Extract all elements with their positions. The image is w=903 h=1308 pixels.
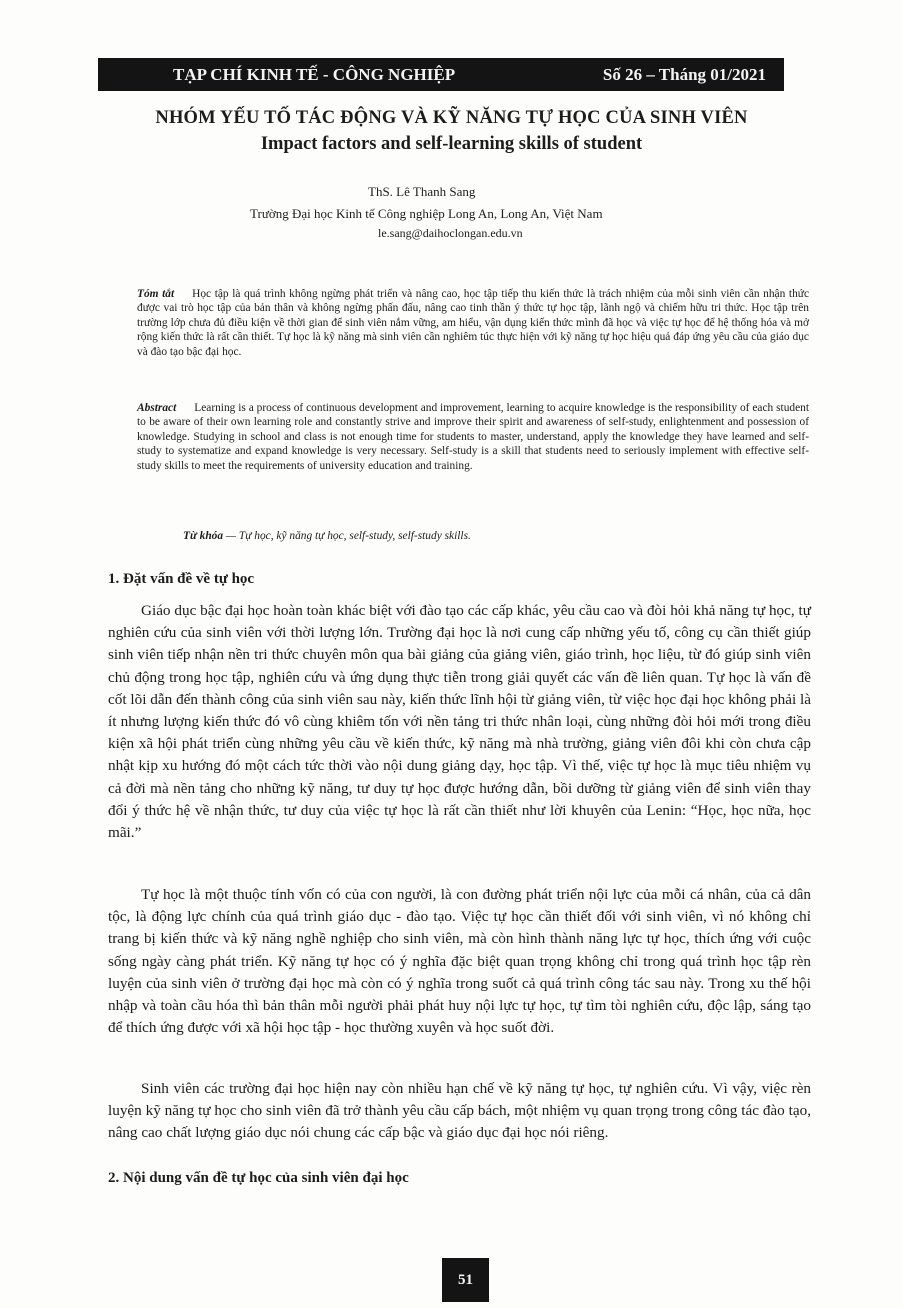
page-number: 51 [442, 1258, 489, 1302]
section-1-paragraph-1: Giáo dục bậc đại học hoàn toàn khác biệt với đào tạo các cấp khác, yêu cầu cao và đòi hỏi khả năng tự học, tự nghiên cứu của sinh viên với thời lượng lớn. Trường đại học là nơi cung cấp những yếu tố, công cụ cần thiết giúp sinh viên tiếp nhận nền tri thức chuyên môn qua bài giảng của giảng viên, giáo trình, học liệu, từ đó giúp sinh viên chủ động trong học tập, nghiên cứu và ứng dụng thực tiễn trong giải quyết các vấn đề liên quan. Tự học là vấn đề cốt lõi dẫn đến thành công của sinh viên sau này, kiến thức lĩnh hội từ giảng viên, từ việc học đại học không phải là ít nhưng lượng kiến thức đó vô cùng khiêm tốn với nền tảng tri thức nhân loại, cùng những đòi hỏi mới trong điều kiện xã hội phát triển cùng những yêu cầu về kiến thức, kỹ năng mà nhà trường, giảng viên đôi khi còn chưa cập nhật kịp xu hướng đó một cách tức thời vào nội dung giảng dạy, học tập. Vì thế, việc tự học là mục tiêu nhiệm vụ cả đời mà nền tảng cho những kỹ năng, tư duy tự học được hướng dẫn, bồi dưỡng từ giảng viên để sinh viên thay đổi ý thức hệ về nhận thức, tư duy của việc tự học là rất cần thiết như lời khuyên của Lenin: “Học, học nữa, học mãi.” [108, 602, 811, 842]
article-title-vietnamese: NHÓM YẾU TỐ TÁC ĐỘNG VÀ KỸ NĂNG TỰ HỌC CỦA SINH VIÊN [155, 108, 748, 128]
section-2-heading: 2. Nội dung vấn đề tự học của sinh viên đại học [108, 1170, 409, 1186]
abstract-vietnamese-text: Học tập là quá trình không ngừng phát triển và nâng cao, học tập tiếp thu kiến thức là trách nhiệm của mỗi sinh viên cần nhận thức được vai trò học tập của bản thân và không ngừng phấn đấu, nâng cao tinh thần ý thức tự học tập, lãnh ngộ và chiếm hữu tri thức. Học tập trên trường lớp chưa đủ điều kiện về thời gian để sinh viên nắm vững, am hiểu, vận dụng kiến thức mình đã học và việc tự học để hệ thống hóa và mở rộng kiến thức là rất cần thiết. Tự học là kỹ năng mà sinh viên cần nghiêm túc thực hiện với kỹ năng tự học hiệu quả đáp ứng yêu cầu của giáo dục và đào tạo bậc đại học. [137, 288, 809, 358]
author-affiliation: Trường Đại học Kinh tế Công nghiệp Long An, Long An, Việt Nam [250, 206, 603, 221]
section-1-paragraph-2: Tự học là một thuộc tính vốn có của con người, là con đường phát triển nội lực của mỗi cá nhân, của cả dân tộc, là động lực chính của quá trình giáo dục - đào tạo. Việc tự học cần thiết đối với sinh viên, vì nó không chỉ trang bị kiến thức và kỹ năng nghề nghiệp cho sinh viên, mà còn hình thành năng lực tự học, thích ứng với cuộc sống ngày càng phát triển. Kỹ năng tự học có ý nghĩa đặc biệt quan trọng không chỉ trong quá trình học tập rèn luyện của sinh viên ở trường đại học mà còn có ý nghĩa trong suốt cả quá trình công tác sau này. Trong xu thế hội nhập và toàn cầu hóa thì bản thân mỗi người phải phát huy nội lực tự học, tự tìm tòi nghiên cứu, độc lập, sáng tạo để thích ứng được với xã hội học tập - học thường xuyên và học suốt đời. [108, 886, 811, 1037]
section-1-heading: 1. Đặt vấn đề về tự học [108, 571, 255, 587]
author-email: le.sang@daihoclongan.edu.vn [378, 226, 523, 240]
keywords-text: Tự học, kỹ năng tự học, self-study, self-study skills. [238, 530, 471, 542]
abstract-english-label: Abstract [137, 402, 177, 414]
abstract-english [137, 401, 809, 473]
keywords-separator: — [223, 530, 239, 542]
journal-header-bar [98, 58, 784, 91]
issue-info: Số 26 – Tháng 01/2021 [602, 64, 766, 84]
journal-name: TẠP CHÍ KINH TẾ - CÔNG NGHIỆP [173, 64, 456, 84]
keywords [183, 530, 471, 542]
section-1-paragraph-3: Sinh viên các trường đại học hiện nay còn nhiều hạn chế về kỹ năng tự học, tự nghiên cứu. Vì vậy, việc rèn luyện kỹ năng tự học cho sinh viên đã trở thành yêu cầu cấp bách, một nhiệm vụ quan trọng trong công tác đào tạo, nâng cao chất lượng giáo dục nói chung các cấp bậc và giáo dục đại học nói riêng. [108, 1080, 811, 1142]
abstract-vietnamese [137, 287, 809, 359]
author-name: ThS. Lê Thanh Sang [368, 184, 476, 199]
abstract-vietnamese-label: Tóm tắt [137, 288, 175, 300]
keywords-label: Từ khóa [183, 530, 224, 542]
abstract-english-text: Learning is a process of continuous development and improvement, learning to acquire knowledge is the responsibility of each student to be aware of their own learning role and constantly strive and improve their spirit and awareness of self-study, enlightenment and possession of knowledge. Studying in school and class is not enough time for students to master, understand, apply the knowledge they have learned and self-study to systematize and expand knowledge is very necessary. Self-study is a skill that students need to seriously implement with effective self-study skills to meet the requirements of university education and training. [137, 402, 809, 472]
article-title-english: Impact factors and self-learning skills of student [260, 134, 643, 154]
